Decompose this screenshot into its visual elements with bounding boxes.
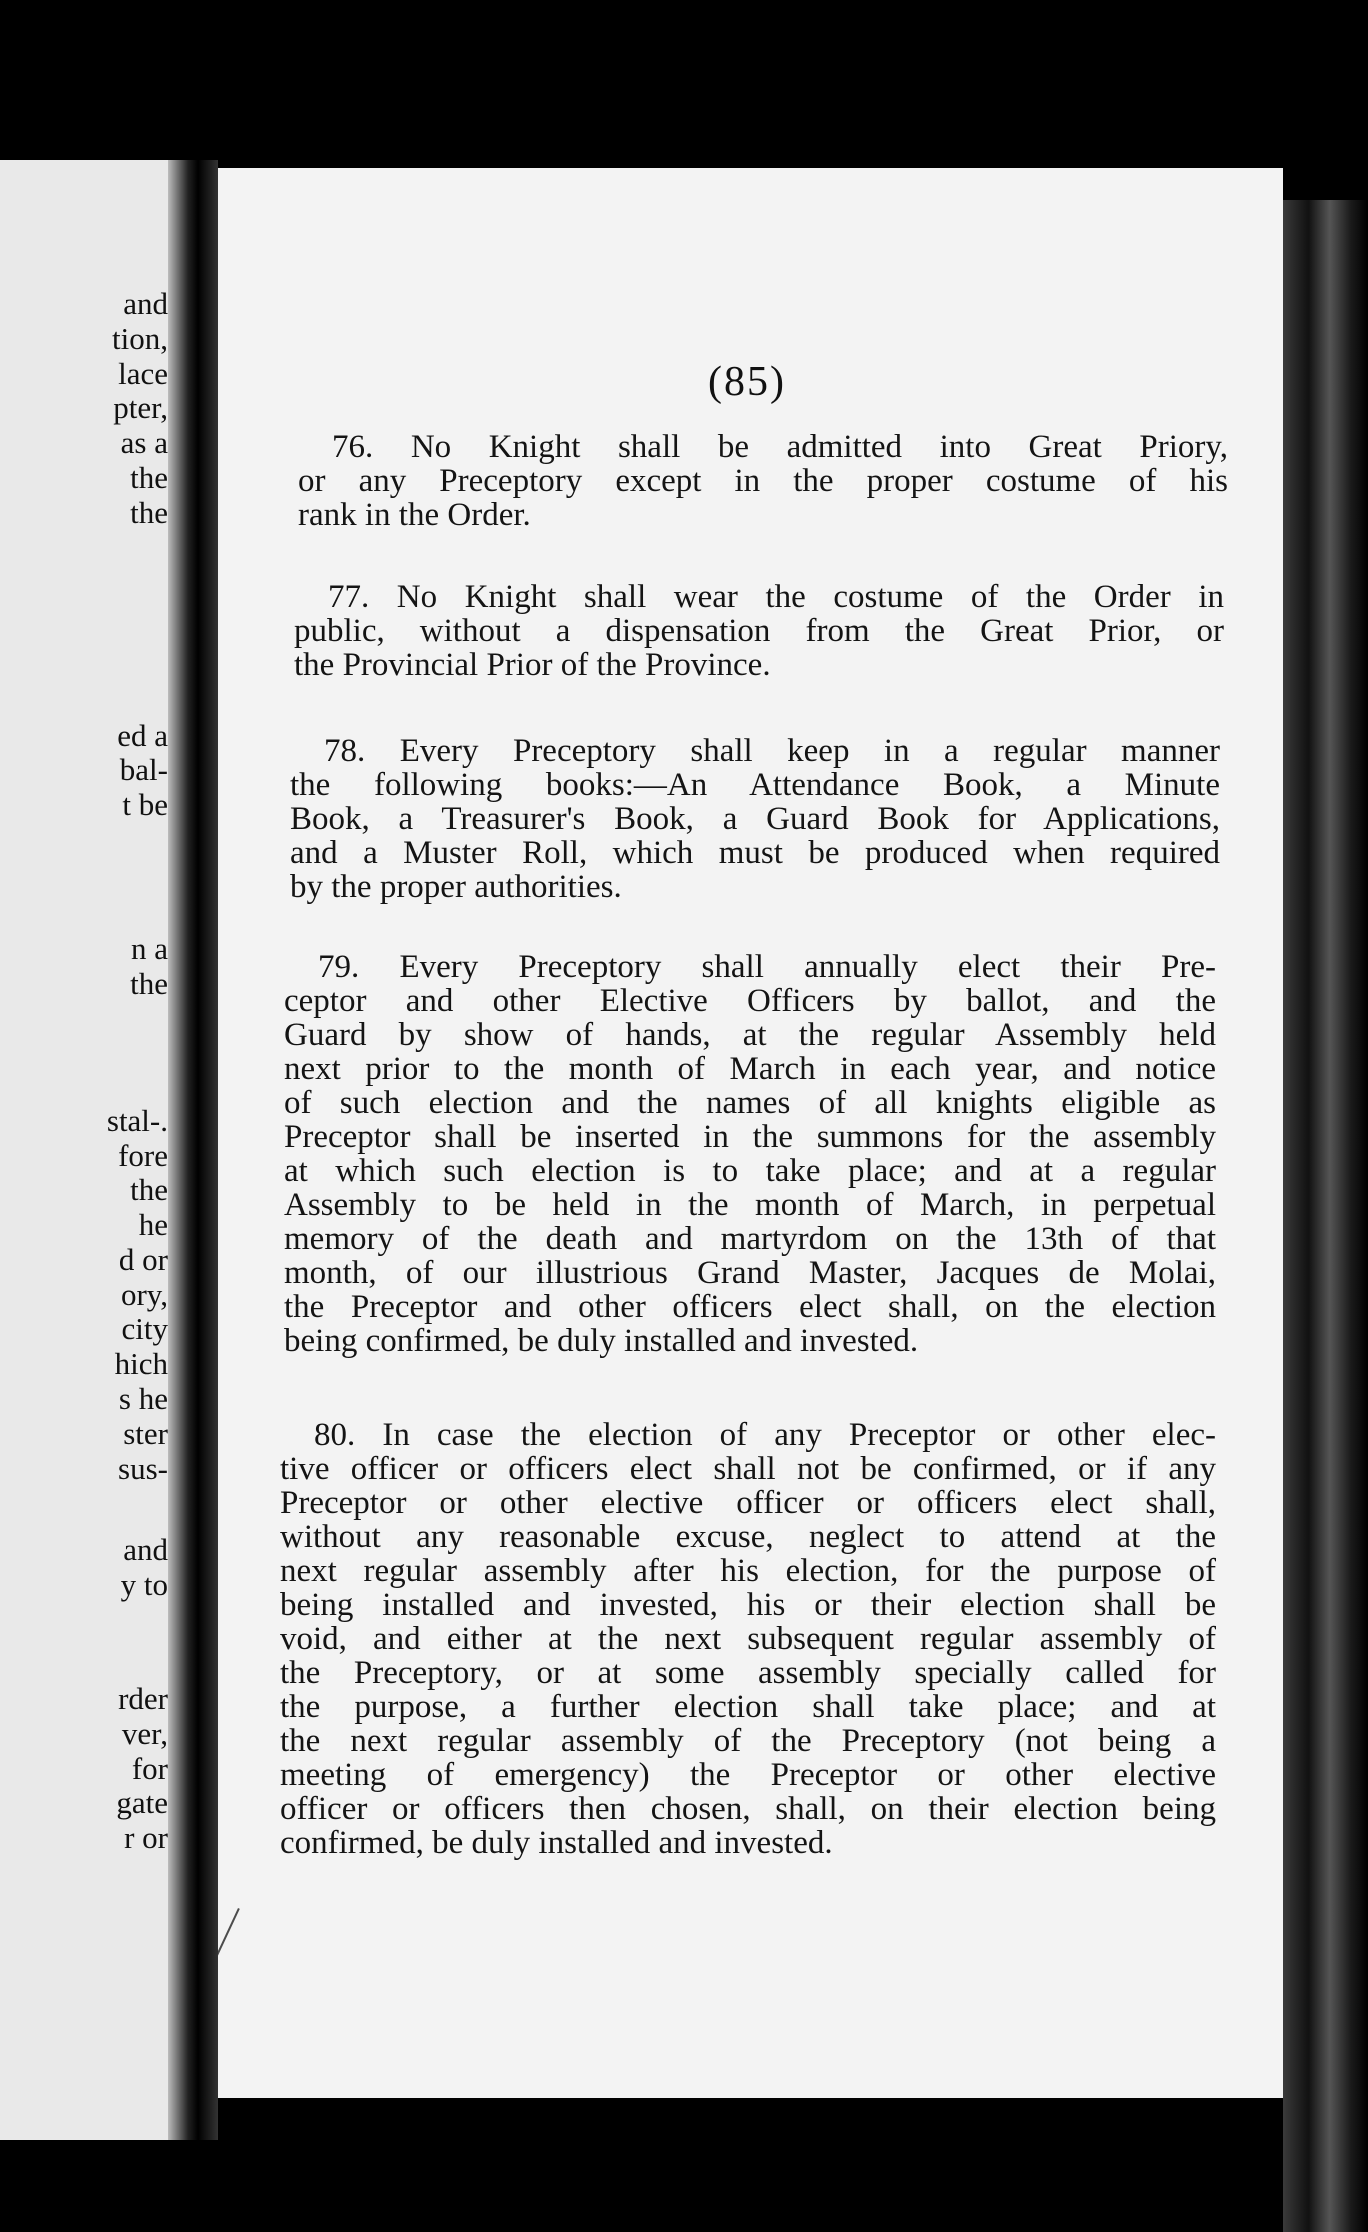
text-line: Assembly to be held in the month of March, in perpetual xyxy=(284,1187,1216,1223)
left-page-fragment: and xyxy=(123,286,168,321)
text-line: tive officer or officers elect shall not be confirmed, or if any xyxy=(280,1451,1216,1487)
text-line: next prior to the month of March in each year, and notice xyxy=(284,1051,1216,1087)
text-line: and a Muster Roll, which must be produced when required xyxy=(290,835,1220,871)
text-line: of such election and the names of all knights eligible as xyxy=(284,1085,1216,1121)
page-number: (85) xyxy=(708,359,786,405)
text-line: public, without a dispensation from the Great Prior, or xyxy=(294,613,1224,649)
paragraph-79 xyxy=(284,950,1216,1358)
left-page-fragment: bal- xyxy=(119,752,168,787)
text-line: ceptor and other Elective Officers by ballot, and the xyxy=(284,983,1216,1019)
book-right-edge xyxy=(1283,200,1368,2232)
text-line: 76. No Knight shall be admitted into Great Priory, xyxy=(332,429,1228,465)
text-line: the Provincial Prior of the Province. xyxy=(294,647,771,683)
text-line: officer or officers then chosen, shall, on their election being xyxy=(280,1791,1216,1827)
left-page-fragment: and xyxy=(123,1532,168,1567)
left-page-fragment: the xyxy=(130,495,168,530)
text-line: rank in the Order. xyxy=(298,497,531,533)
text-line: or any Preceptory except in the proper costume of his xyxy=(298,463,1228,499)
left-page-fragment: y to xyxy=(120,1567,168,1602)
left-page-fragment: d or xyxy=(118,1242,168,1277)
text-line: next regular assembly after his election, for the purpose of xyxy=(280,1553,1216,1589)
text-line: without any reasonable excuse, neglect to attend at the xyxy=(280,1519,1216,1555)
text-line: the Preceptory, or at some assembly specially called for xyxy=(280,1655,1216,1691)
text-line: being confirmed, be duly installed and invested. xyxy=(284,1323,919,1359)
left-page-fragment: ory, xyxy=(120,1277,168,1312)
left-facing-page xyxy=(0,160,178,2140)
left-page-fragment: n a xyxy=(130,931,168,966)
text-line: the following books:—An Attendance Book, a Minute xyxy=(290,767,1220,803)
text-line: being installed and invested, his or their election shall be xyxy=(280,1587,1216,1623)
left-page-fragment: pter, xyxy=(113,390,168,425)
paragraph-77 xyxy=(294,580,1224,682)
text-line: Guard by show of hands, at the regular Assembly held xyxy=(284,1017,1216,1053)
left-page-fragment: as a xyxy=(120,425,168,460)
text-line: the next regular assembly of the Preceptory (not being a xyxy=(280,1723,1216,1759)
left-page-fragment: the xyxy=(130,1172,168,1207)
paragraph-76 xyxy=(298,430,1228,532)
text-line: 80. In case the election of any Preceptor or other elec- xyxy=(314,1417,1216,1453)
text-line: at which such election is to take place; and at a regular xyxy=(284,1153,1216,1189)
text-line: 79. Every Preceptory shall annually elect their Pre- xyxy=(318,949,1216,985)
left-page-fragment: rder xyxy=(118,1681,168,1716)
text-line: confirmed, be duly installed and invested. xyxy=(280,1825,833,1861)
main-page xyxy=(218,168,1283,2098)
text-line: void, and either at the next subsequent regular assembly of xyxy=(280,1621,1216,1657)
text-line: meeting of emergency) the Preceptor or other elective xyxy=(280,1757,1216,1793)
text-line: Preceptor or other elective officer or officers elect shall, xyxy=(280,1485,1216,1521)
left-page-fragment: the xyxy=(130,460,168,495)
left-page-fragment: ed a xyxy=(117,718,168,753)
left-page-fragment: city xyxy=(121,1311,168,1346)
left-page-fragment: gate xyxy=(116,1785,168,1820)
text-line: 78. Every Preceptory shall keep in a regular manner xyxy=(324,733,1220,769)
left-page-fragment: ver, xyxy=(121,1716,168,1751)
paragraph-78 xyxy=(290,734,1220,904)
text-line: 77. No Knight shall wear the costume of the Order in xyxy=(328,579,1224,615)
left-page-fragment: lace xyxy=(118,356,168,391)
left-page-fragment: for xyxy=(131,1751,168,1786)
text-line: Book, a Treasurer's Book, a Guard Book for Applications, xyxy=(290,801,1220,837)
left-page-fragment: stal-. xyxy=(106,1103,168,1138)
text-line: Preceptor shall be inserted in the summons for the assembly xyxy=(284,1119,1216,1155)
text-line: the purpose, a further election shall take place; and at xyxy=(280,1689,1216,1725)
left-page-fragment: fore xyxy=(118,1138,168,1173)
left-page-fragment: t be xyxy=(122,787,168,822)
left-page-fragment: hich xyxy=(114,1346,168,1381)
left-page-fragment: tion, xyxy=(112,321,168,356)
left-page-fragment: s he xyxy=(118,1381,168,1416)
book-gutter xyxy=(168,160,218,2140)
left-page-fragment: sus- xyxy=(118,1451,168,1486)
text-line: the Preceptor and other officers elect shall, on the election xyxy=(284,1289,1216,1325)
left-page-fragment: ster xyxy=(123,1416,168,1451)
left-page-fragment: he xyxy=(138,1207,168,1242)
margin-pencil-line-lower xyxy=(218,1908,240,2045)
text-line: by the proper authorities. xyxy=(290,869,622,905)
text-line: memory of the death and martyrdom on the 13th of that xyxy=(284,1221,1216,1257)
left-page-fragment: r or xyxy=(124,1820,168,1855)
left-page-fragment: the xyxy=(130,966,168,1001)
paragraph-80 xyxy=(280,1418,1216,1860)
text-line: month, of our illustrious Grand Master, Jacques de Molai, xyxy=(284,1255,1216,1291)
